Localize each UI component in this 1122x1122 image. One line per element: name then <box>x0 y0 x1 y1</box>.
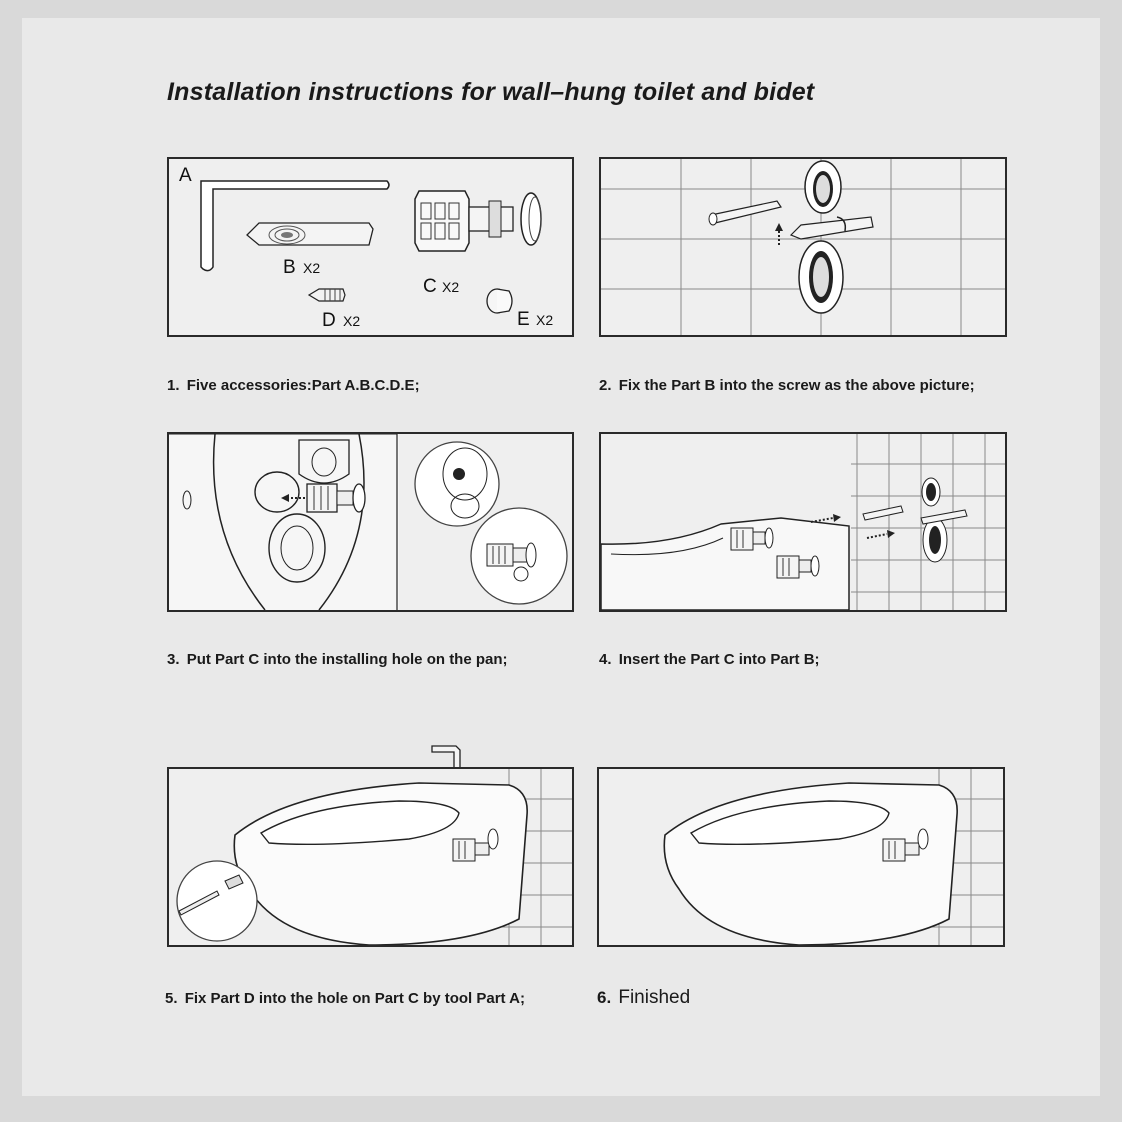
step-1-caption: 1. Five accessories:Part A.B.C.D.E; <box>167 377 420 394</box>
panel-step-6 <box>597 767 1005 947</box>
part-d-icon <box>309 289 345 301</box>
part-a-label: A <box>179 165 192 186</box>
panel-accessories <box>167 157 574 337</box>
threaded-rod-icon <box>709 201 781 225</box>
accessories-illustration <box>169 159 572 335</box>
step-5-caption: 5. Fix Part D into the hole on Part C by tool Part A; <box>165 990 525 1007</box>
part-c-label: C <box>423 276 437 297</box>
arrow-up-icon <box>775 223 783 245</box>
detail-circle-bottom <box>471 508 567 604</box>
detail-circle-screw <box>177 861 257 941</box>
part-e-qty: X2 <box>536 312 554 328</box>
wall-bracket-bottom-icon <box>799 241 843 313</box>
part-b-rod-icon <box>791 217 873 239</box>
page-title: Installation instructions for wall–hung toilet and bidet <box>167 78 815 106</box>
part-d-label: D <box>322 310 336 331</box>
panel-step-2 <box>599 157 1007 337</box>
wall-bracket-top-icon <box>805 161 841 213</box>
part-b-icon <box>247 223 373 245</box>
panel-step-5 <box>167 767 574 947</box>
wall-bracket-icon <box>863 478 967 562</box>
detail-circle-top <box>415 442 499 526</box>
part-c-icon <box>415 191 541 251</box>
part-b-label: B <box>283 257 296 278</box>
step-2-illustration <box>601 159 1005 335</box>
panel-step-4 <box>599 432 1007 612</box>
part-c-icon <box>307 484 365 512</box>
step-5-illustration <box>169 769 572 945</box>
part-c-qty: X2 <box>442 279 460 295</box>
step-2-caption: 2. Fix the Part B into the screw as the above picture; <box>599 377 975 394</box>
step-4-caption: 4. Insert the Part C into Part B; <box>599 651 820 668</box>
panel-step-3 <box>167 432 574 612</box>
part-e-label: E <box>517 309 530 330</box>
step-4-illustration <box>601 434 1005 610</box>
part-d-qty: X2 <box>343 313 361 329</box>
part-b-qty: X2 <box>303 260 321 276</box>
part-e-icon <box>487 289 512 313</box>
step-3-caption: 3. Put Part C into the installing hole on the pan; <box>167 651 508 668</box>
step-6-illustration <box>599 769 1003 945</box>
step-3-illustration <box>169 434 572 610</box>
step-6-caption: 6. Finished <box>597 987 691 1008</box>
